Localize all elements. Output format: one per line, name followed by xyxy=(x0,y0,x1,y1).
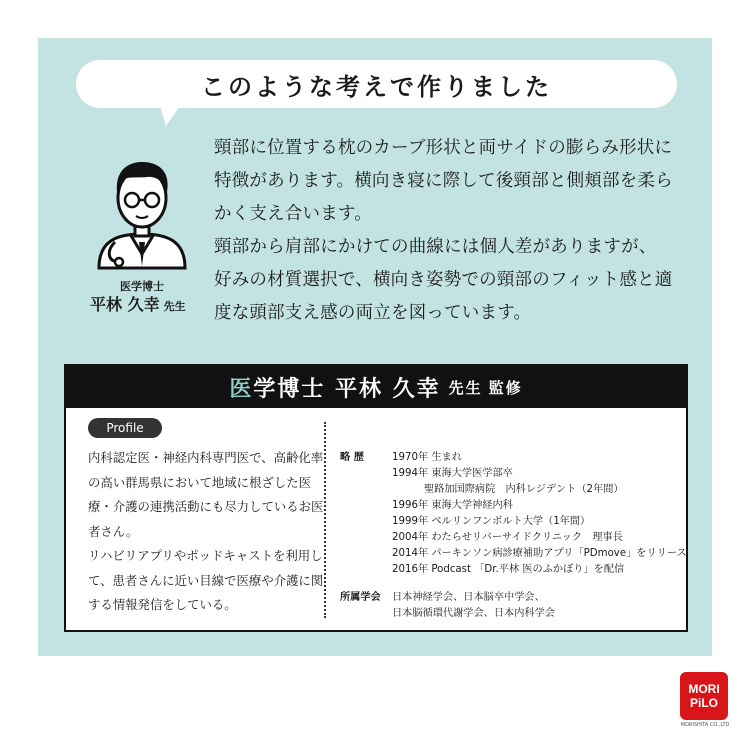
history-row xyxy=(340,450,687,578)
card-header xyxy=(66,366,686,408)
history-item: 2004年 わたらせリバーサイドクリニック 理事長 xyxy=(392,532,623,543)
page-title: このような考えで作りました xyxy=(201,72,552,101)
doctor-honorific: 先生 xyxy=(163,300,186,313)
history-item: 2014年 パーキンソン病診療補助アプリ「PDmove」をリリース xyxy=(392,548,687,559)
card-header-honorific: 先生 xyxy=(448,378,483,397)
intro-text xyxy=(214,132,674,330)
moripilo-logo xyxy=(680,672,730,730)
history-label: 略 歴 xyxy=(340,452,364,463)
profile-badge: Profile xyxy=(88,418,162,438)
heading-bubble xyxy=(76,60,677,108)
society-row xyxy=(340,590,680,622)
logo-line-1: MORI xyxy=(688,682,720,696)
history-entries xyxy=(392,450,687,578)
history-item: 1996年 東海大学神経内科 xyxy=(392,500,513,511)
card-header-name: 学博士 平林 久幸 xyxy=(253,376,441,402)
profile-text xyxy=(88,446,326,618)
doctor-name-text: 平林 久幸 xyxy=(90,295,160,314)
intro-paragraph-1: 頸部に位置する枕のカーブ形状と両サイドの膨らみ形状に特徴があります。横向き寝に際して後頸部と側頬部を柔らかく支え合います。 xyxy=(214,138,673,224)
supervisor-card xyxy=(64,364,688,632)
doctor-icon xyxy=(93,150,191,270)
doctor-name xyxy=(82,292,220,315)
history-item: 1999年 ベルリンフンボルト大学（1年間） xyxy=(392,516,591,527)
history-section xyxy=(340,450,687,622)
card-header-accent: 医 xyxy=(229,376,254,402)
profile-paragraph-2: リハビリアプリやポッドキャストを利用して、患者さんに近い目線で医療や介護に関する情報発信をしている。 xyxy=(88,548,324,612)
intro-paragraph-2: 頸部から肩部にかけての曲線には個人差がありますが、好みの材質選択で、横向き姿勢での頸部のフィット感と適度な頭部支え感の両立を図っています。 xyxy=(214,237,673,323)
society-entries xyxy=(392,590,680,622)
history-item: 1994年 東海大学医学部卒 xyxy=(392,468,513,479)
logo-company: MORISHITA CO.,LTD xyxy=(680,722,730,728)
history-item: 1970年 生まれ xyxy=(392,452,462,463)
history-item: 聖路加国際病院 内科レジデント（2年間） xyxy=(424,484,624,495)
doctor-title: 医学博士 xyxy=(120,280,164,293)
history-item: 2016年 Podcast 「Dr.平林 医のふかぼり」を配信 xyxy=(392,564,625,575)
dotted-divider xyxy=(324,422,326,618)
society-label: 所属学会 xyxy=(340,592,381,603)
card-header-sub: 監修 xyxy=(488,378,523,397)
society-item: 日本神経学会、日本脳卒中学会、 xyxy=(392,592,545,603)
profile-paragraph-1: 内科認定医・神経内科専門医で、高齢化率の高い群馬県において地域に根ざした医療・介護の連携活動にも尽力しているお医者さん。 xyxy=(88,450,324,539)
society-item: 日本脳循環代謝学会、日本内科学会 xyxy=(392,608,555,619)
logo-mark xyxy=(680,672,728,720)
bubble-tail xyxy=(160,106,180,126)
logo-line-2: PiLO xyxy=(689,696,718,710)
